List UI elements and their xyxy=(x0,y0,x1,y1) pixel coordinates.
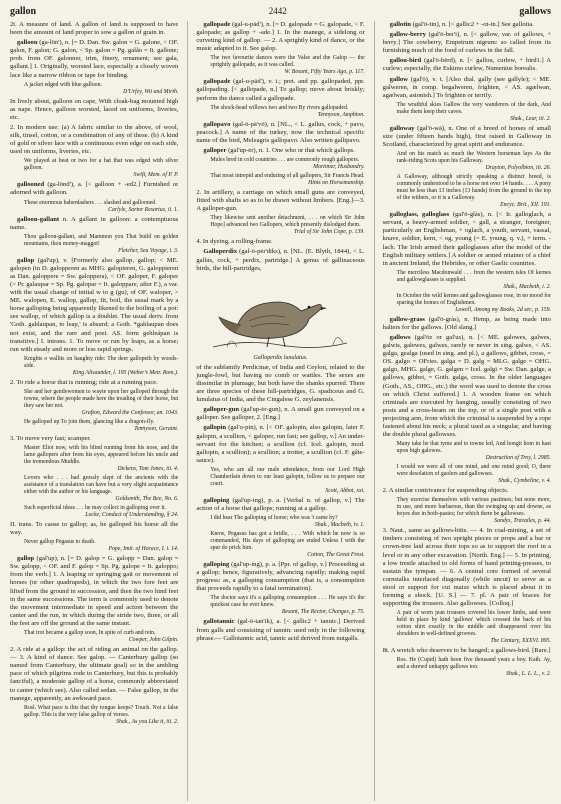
citation-quote xyxy=(24,200,178,214)
quote-source: Besant, The Rector, Changes, p. 75. xyxy=(281,609,365,616)
dictionary-entry xyxy=(10,257,178,354)
column-1 xyxy=(10,21,178,801)
quote-text: Master Eliot now, with his blind running from his nose, and the lame gallopers after from his eyes, appeared before his uncle and the tremendous Muddle. xyxy=(24,445,179,465)
dictionary-entry xyxy=(196,121,364,145)
entry-continuation xyxy=(10,379,178,387)
dictionary-entry xyxy=(10,555,178,628)
quote-source: Encyc. Brit., XII. 191. xyxy=(500,202,551,209)
dictionary-entry xyxy=(196,424,364,464)
quote-text: I would we were all of one mind, and one mind good; O, there were desolation of gaolers and gallowses. xyxy=(396,464,551,478)
quote-source: Grafton, Edward the Confessor, an. 1043. xyxy=(81,409,179,416)
quote-text: They exercise themselves with various pastimes; but none more, in use, and more barbarous, than the swinging up and downe, as boyes doe in both-pastes; for which there be gallowses. xyxy=(396,497,551,518)
dictionary-entry xyxy=(196,618,364,642)
entry-headword: galloglass, galloglass xyxy=(389,211,450,219)
entry-definition: 3. To move very fast; scamper. xyxy=(10,434,91,442)
dictionary-entry xyxy=(383,57,551,73)
entry-continuation xyxy=(10,646,178,703)
ground-line xyxy=(213,342,347,347)
quote-text: Knights o wallits on haughty ride: The deer gallopeth by woods-side. xyxy=(24,355,179,369)
quote-source: D'Urfey, Wit and Mirth. xyxy=(123,88,179,95)
entry-headword: gallow-berry xyxy=(389,31,426,39)
citation-quote xyxy=(397,610,551,645)
quote-text: The wrathful skies Gallow the very wanderers of the dark, And make them keep their caves. xyxy=(396,101,551,115)
citation-quote xyxy=(397,657,551,678)
entry-headword: gallopade xyxy=(203,78,231,86)
entry-headword: gallop xyxy=(17,555,35,563)
entry-headword: gallow-grass xyxy=(389,315,425,323)
quote-source: W. Besant, Fifty Years Ago, p. 117. xyxy=(284,69,365,76)
quote-source: Cowper, John Gilpin. xyxy=(128,637,179,644)
quote-source: Tennyson, Geraint. xyxy=(134,425,179,432)
entry-definition: (gal'up-ėr), n. 1. One who or that which gallops. xyxy=(228,146,355,154)
entry-headword: gallotannic xyxy=(203,618,235,626)
citation-quote xyxy=(397,464,551,485)
quote-text: Many take he that tyme and to towne led, And hongit hom in hast upon high galowes. xyxy=(396,441,551,455)
quote-source: Shak., Macbeth, i. 2. xyxy=(503,283,551,290)
entry-definition: 2. A similar contrivance for suspending objects. xyxy=(382,487,509,495)
figure-caption: Galloperdix lunulatus. xyxy=(253,354,308,361)
quote-text: Ros. He (Cupid) hath been five thousand years a boy. Kath. Ay, and a shrewd unhappy gallows too. xyxy=(396,657,551,671)
entry-definition: 4. In dyeing, a rolling-frame. xyxy=(196,238,273,246)
bird-eye xyxy=(308,305,311,308)
hill-partridge-illustration xyxy=(205,277,355,353)
entry-definition: 2. In modern use: (a) A fabric similar to the above, of wool, silk, tinsel, cotton, or a combination of any of these. (b) A kind of gold or silver lace with a continuous even edge on each side, used on uniforms, liveries, etc. xyxy=(10,123,179,156)
entry-definition: (gal'up-ing), p. a. [Verbal n. of gallop, v.] The action of a horse that gallops; running at a gallop. xyxy=(196,496,365,512)
quote-source: Fletcher, Sea Voyage, i. 3. xyxy=(118,247,179,254)
dictionary-entry xyxy=(10,216,178,232)
entry-definition: 2. A ride at a gallop: the act of riding an animal on the gallop. — 3. A kind of dance. See galop. — Canterbury gallop (so named from Canterbury, the ultimate goal) so in the ambling pace of which pilgrims rode to Canterbury, but this is probably fanciful), a moderate gallop of a horse, commonly abbreviated to canter (which see). Also called sedan. — False gallop, in the manege, apparently, an awkward pace. xyxy=(10,646,179,702)
citation-quote xyxy=(24,234,178,255)
quote-source: Dickens, Tom Jones, iii. 4. xyxy=(117,466,179,472)
entry-headword: galloway xyxy=(389,124,415,132)
quote-text: The shock-head willows two and two By rivers gallopaded. xyxy=(210,104,349,111)
entry-continuation xyxy=(383,487,551,495)
quote-text: Mules bred in cold countries . . . are commonly rough gallopers. xyxy=(210,157,360,164)
citation-quote xyxy=(24,630,178,644)
citation-quote xyxy=(210,157,364,171)
citation-quote xyxy=(24,445,178,473)
citation-quote xyxy=(397,293,551,314)
citation-quote xyxy=(210,595,364,616)
quote-text: That trot became a gallop soon, In spite of curb and rein. xyxy=(24,630,156,637)
dictionary-entry xyxy=(10,181,178,197)
dictionary-entry xyxy=(196,78,364,102)
quote-source: Sandys, Travailes, p. 44. xyxy=(494,518,551,525)
entry-continuation xyxy=(196,238,364,246)
dictionary-entry xyxy=(196,147,364,155)
quote-source: Tennyson, Amphion. xyxy=(317,111,365,118)
quote-source: Goldsmith, The Bee, No. 6. xyxy=(115,496,179,502)
entry-continuation xyxy=(10,521,178,537)
dictionary-entry xyxy=(383,21,551,29)
quote-source: Shak., As you Like it, iii. 2. xyxy=(116,718,179,725)
citation-quote xyxy=(24,475,178,503)
citation-quote xyxy=(397,174,551,209)
citation-quote xyxy=(24,389,178,417)
entry-headword: galloon-gallant xyxy=(17,215,60,223)
dictionary-entry xyxy=(10,39,178,79)
citation-quote xyxy=(210,467,364,495)
entry-definition: II. trans. To cause to gallop; as, he galloped his horse all the way. xyxy=(10,521,179,537)
entry-headword: galloper-gun xyxy=(203,406,239,414)
entry-headword: galloping xyxy=(203,561,230,569)
quote-source: Trial of Sir John Cope, p. 139. xyxy=(293,229,365,236)
quote-text: A pair of worn jean trousers covered his lower limbs, and were held in place by kind 'gallows' which crossed the back of his cotton shirt exactly in the middle and disappeared over his shoulders in well-defined grooves. xyxy=(396,610,551,638)
citation-quote xyxy=(210,215,364,236)
citation-quote xyxy=(397,497,551,525)
quote-source: Cotton, The Great Frost. xyxy=(307,552,365,559)
citation-quote xyxy=(24,82,178,96)
quote-source: King Alisaunder, l. 195 (Weber's Metr. Rom.). xyxy=(72,369,179,376)
column-3 xyxy=(374,21,551,801)
entry-headword: galloping xyxy=(203,496,230,504)
citation-quote xyxy=(397,102,551,123)
quote-source: Hints on Horsemanship. xyxy=(308,180,365,187)
quote-text: That most intrepid and enduring of all gallopers, Sir Francis Head. xyxy=(210,173,365,180)
quote-text: The doctor says it's a galloping consumption . . . He says it's the quickest case he ever knew. xyxy=(210,595,365,609)
quote-text: Know, Pegasus has got a bridle, . . . With which he now is so commanded, His days of galloping are ended Unless I with the spur do prick him. xyxy=(210,531,365,552)
citation-quote xyxy=(24,158,178,179)
citation-quote xyxy=(397,151,551,172)
citation-quote xyxy=(397,270,551,291)
dictionary-entry xyxy=(383,334,551,439)
citation-quote xyxy=(24,419,178,433)
quote-source: Carlyle, Sartor Resartus, ii. 1. xyxy=(108,206,179,213)
quote-text: Such superficial ideas . . . he may collect in galloping over it. xyxy=(24,505,166,511)
quote-source: Destruction of Troy, l. 2985. xyxy=(485,455,551,462)
entry-definition: 8t. A wretch who deserves to be hanged; a gallows-bird. [Rare.] xyxy=(382,647,551,655)
entry-continuation xyxy=(10,21,178,37)
citation-quote xyxy=(210,515,364,529)
entry-definition: In lively about, galloon on cape, With cloak-bag mounted high as nape. Hence, galloon worsted, laced on uniforms, liveries, etc. xyxy=(10,97,179,121)
dictionary-entry xyxy=(196,406,364,422)
dictionary-entry xyxy=(196,497,364,513)
entry-headword: gallows xyxy=(389,333,411,341)
entry-definition: (gal'up-ing), p. a. [Ppr. of gallop, v.] Proceeding at a gallop; hence, figuratively, advancing rapidly; making rapid progress: as, a galloping consumption (that is, a consumption that proceeds rapidly to a fatal termination). xyxy=(196,561,365,593)
quote-text: Lovers who . . . had grossly slept of the ancients with the assistance of a translation can have but a very slight acquaintance either with the author or his language. xyxy=(24,475,179,495)
entry-definition: 2t. A measure of land. A gallon of land is supposed to have been the amount of land proper to sow a gallon of grain in. xyxy=(10,21,179,37)
quote-text: Yes, who are all our male attendance, from our Lord High Chamberlain down to our least galopin, follow us to prepare our court. xyxy=(210,466,365,487)
entry-definition: (gal'up), n. [= D. galop = G. galopp = Dan. galop = Sw. galopp, < OF. and F. galop = Sp. Pg. galope = It. galoppo; from the verb.] 1. A leaping or springing gait or movement of horses (or other quadrupeds), in which the two fore feet are lifted from the ground in succession, and then the two hind feet in the same successions. The term is commonly used to denote the movement intermediate in speed and action between the canter and the run, in which during the stride two, three, or all the feet are off the ground at the same instant. xyxy=(10,555,179,627)
header-right-guideword: gallows xyxy=(519,6,551,17)
entry-definition: n. A gallant in galloon: a contemptuous name. xyxy=(10,215,179,231)
entry-definition: of the subfamily Perdicinæ, of India and Ceylon, related to the jungle-fowl, but having no comb or wattles. The sexes are dissimilar in plumage, but both have the shanks spurred. There are three species of these hill-partridges, G. spadiceus and G. lunulatus of India, and the Cingalese G. zeylanensis. xyxy=(196,363,365,404)
quote-source: Shak., Lear, iii. 2. xyxy=(510,115,551,122)
entry-continuation xyxy=(196,189,364,213)
citation-quote xyxy=(24,539,178,553)
header-left-guideword: gallon xyxy=(10,6,37,17)
entry-continuation xyxy=(196,364,364,404)
entry-definition: (gal'ō-glàs), n. [< Ir. galloglach, a servant, a heavy-armed soldier, < gall, a stranger, foreigner, particularly an Englishman, + oglach, a youth, servant, vassal, knave, soldier, kern, < og, young (= E. young, q. v.), + term. -lach. The Irish armed their galloglasses after the model of the English military settlers.] A soldier or armed retainer of a chief in ancient Ireland, the Hebrides, or other Gaelic countries. xyxy=(382,211,551,267)
entry-definition: (gal-u-pād'), n. [= D. galopade = G. galopade, < F. galopade; as gallop + -ade.] 1. In the manege, a sidelong or curveting kind of gallop. — 2. A sprightly kind of dance, or the music adapted to it. See galop. xyxy=(196,21,365,53)
entry-definition: (gal'ọ-pin), n. [< OF. galopin, also galopin, later F. galopin, a scullion, < galoper, run fast; see gallop, v.] An under-servant for the kitchen; a scullion (cf. Icel. galopin, mod. gallopin, a scullion); a scullion; a trotter, a scullion (cf. F. gâte-sauce). xyxy=(196,424,365,464)
quote-text: I did hear The galloping of horse; who was 't came by? xyxy=(210,515,338,522)
quote-text: A jacket edged with blue galloon. xyxy=(24,81,102,88)
entry-definition: 2. To ride a horse that is running; ride at a running pace. xyxy=(10,378,158,386)
quote-source: Swift, Mem. of P. P. xyxy=(133,172,179,179)
dictionary-entry xyxy=(196,248,364,272)
entry-definition: (gal'ō), v. t. [Also dial. gally (see gallyle); < ME. galweren, in comp. begalweren, frighten, < AS. agælwan, agælwan, astonish.] To frighten or terrify. xyxy=(382,75,551,99)
entry-definition: (gal'up-ėr-gun), n. A small gun conveyed on a galloper. See galloper, 2. [Eng.] xyxy=(196,406,365,422)
entry-definition: 2. In artillery, a carriage on which small guns are conveyed, fitted with shafts so as to be drawn without limbers. [Eng.]—3. A galloper-gun. xyxy=(196,189,365,213)
entry-definition: (gal'ō-gràs), n. Hemp, as being made into halters for the gallows. [Old slang.] xyxy=(382,315,551,331)
entry-definition: (ga-lön'), n. [= D. Dan. Sw. galon = G. galone, < OF. galon, F. galon; G. galon, < Sp. galon = Pg. galão = It. gallone; prob. from OF. galonner, trim, finery, ornament; see gala, gallant.] 1. Originally, worsted lace, especially a closely woven lace like a narrow ribbon or tape for binding. xyxy=(10,39,179,79)
dictionary-entry xyxy=(383,211,551,268)
bird-beak xyxy=(321,307,327,310)
entry-definition: (gal-ō-tan'ik), a. [< gallic2 + tannic.] Derived from galls and consisting of tannin: used only in the following phrase.— Gallotannic acid, tannic acid derived from nutgalls. xyxy=(196,618,365,642)
citation-quote xyxy=(210,105,364,119)
citation-quote xyxy=(24,705,178,726)
entry-continuation xyxy=(383,527,551,608)
quote-text: Rosl. What pace is this that thy tongue keeps? Touch. Not a false gallop. This is the very false gallop of verses. xyxy=(24,704,179,718)
quote-text: In October the wild kernes and gallowglasses rose, in no mood for sparing the homes of Englishmen. xyxy=(396,292,551,306)
page-number: 2442 xyxy=(268,6,287,16)
entry-definition: (gal'ō-tin), n. [< gallic2 + -ot-in.] See gallotia. xyxy=(412,21,534,28)
entry-definition: (gal-ō-pėr'diks), n. [NL. (E. Blyth, 1844), < L. gallus, cock, + perdix, partridge.] A genus of gallinaceous birds, the hill-partridges, xyxy=(196,248,365,272)
quote-text: Thou galloon-gallant, and Mammon you That build on golden mountains, thou money-maggot! xyxy=(24,233,179,247)
quote-text: The two favourite dances were the Valse and the Galop — the sprightly gallopade, as it was called. xyxy=(210,55,365,69)
entry-definition: (gal-u-pād'), v. i.; pret. and pp. gallopaded, ppr. gallopading. [< gallopade, n.] To gallop; move about briskly; perform the dance called a gallopade. xyxy=(196,78,365,102)
dictionary-entry xyxy=(383,125,551,149)
quote-source: Scott, Abbot, xxi. xyxy=(325,487,365,494)
citation-quote xyxy=(210,55,364,76)
entry-headword: gallotin xyxy=(389,21,411,28)
dictionary-entry xyxy=(383,76,551,100)
quote-source: Pope, Imit. of Horace, I. i. 14. xyxy=(108,546,179,553)
quote-source: Mortimer, Husbandry. xyxy=(313,164,365,171)
citation-quote xyxy=(24,356,178,377)
entry-definition: (ga-lönd'), a. [< galloon + -ed2.] Furnished or adorned with galloon. xyxy=(10,181,179,197)
quote-text: The merciless Macdonwald . . . from the western isles Of kernes and gallowglasses is supplied. xyxy=(396,269,551,283)
quote-text: And on his match as much the Western horseman lays As the rank-riding Scots upon his Galloway. xyxy=(396,151,551,165)
quote-source: Shak., L. L. L., v. 2. xyxy=(506,671,551,678)
entry-definition: (gal'ō-wā), n. One of a breed of horses of small size (under fifteen hands high), first raised in Galloway in Scotland, characterized by great spirit and endurance. xyxy=(382,124,551,149)
quote-text: He galloped up To join them, glancing like a dragon-fly. xyxy=(24,418,155,425)
quote-source: Shak., Cymbeline, v. 4. xyxy=(498,478,551,485)
citation-quote xyxy=(210,173,364,187)
entry-headword: Galloperdix xyxy=(203,248,238,256)
quote-source: Lowell, Among my Books, 2d ser., p. 159. xyxy=(455,306,551,313)
dictionary-entry xyxy=(196,21,364,53)
quote-source: The Century, XXXVI. 895. xyxy=(490,638,551,645)
entry-definition: 3. Naut., same as gallows-bitts. — 4. In coal-mining, a set of timbers consisting of two upright pieces or props and a bar or crown-tree laid across their tops so as to support the roof in a level or in any other excavation. [North. Eng.] — 5. In printing, a low trestle attached to old forms of hand printing-presses, to sustain the tympan. — 6. A central core formed of several cornstalks interlaced diagonally (while uncut) to serve as a stool or support for cut maize which is placed about it in forming a shock. [U. S.] — 7. pl. A pair of braces for supporting the trousers. Also gallowses. [Colloq.] xyxy=(382,527,551,608)
entry-headword: galloon xyxy=(17,39,38,47)
quote-source: Shak., Macbeth, iv. 1. xyxy=(314,522,365,529)
entry-continuation xyxy=(383,647,551,655)
quote-source: Drayton, Polyolbion, iii. 26. xyxy=(485,165,551,172)
dictionary-entry xyxy=(383,31,551,55)
entry-continuation xyxy=(10,98,178,122)
entry-headword: gallou-bird xyxy=(389,57,422,65)
entry-headword: gallow xyxy=(389,75,408,83)
citation-quote xyxy=(397,441,551,462)
citation-quote xyxy=(24,505,178,519)
citation-quote xyxy=(210,531,364,559)
entry-headword: gallooned xyxy=(17,181,45,189)
entry-definition: (gal-ō-pā'vō), n. [NL., < L. gallus, cock, + pavo, peacock.] A name of the turkey, now the technical specific name of the bird, Meleagris gallopavo. Also written gallipavo. xyxy=(196,120,365,144)
quote-text: We played at beat or two for a hat that was edged with silver galloon. xyxy=(24,158,179,172)
quote-text: A Galloway, although strictly speaking a distinct breed, is commonly understood to be a horse not over 14 hands. . . . A pony must be less than 13 inches (13 hands) from the ground to the top of the withers, or it is a Galloway. xyxy=(396,174,551,202)
quote-text: Never gallop Pegasus to death. xyxy=(24,539,96,546)
dictionary-entry xyxy=(383,316,551,332)
quote-source: Locke, Conduct of Understanding, § 24. xyxy=(85,512,179,518)
column-2 xyxy=(187,21,364,801)
entry-definition: (gal'up), v. [Formerly also gallop, gallop; < ME. galopen (in D. galopperen as MHG. galopieren, G. galoppieren as Dan. galoppere = Sw. galoppera), < OF. galoper, F. galoper (> Pr. galaupar = Sp. Pg. galopar = It. galoppare, after F.), a var. with the usual change of initial w to g (gu), of OF. waloper, > ME. walopen, E. wallop, gallop, fit, boil, the usual mark by a horse galloping being apparently likened to the boiling of a pot: see wallop, of which gallop is a doublet. The usual deriv. from 'Goth. gahlaupan, to leap,' is absurd; a Goth. *gahlaupan does not exist, and the rare and poet. AS. form gehleápan is transitive.] I. intrans. 1. To move or run by leaps, as a horse; run with steady and more or less rapid springs. xyxy=(10,256,179,353)
text-columns xyxy=(10,21,551,801)
entry-continuation xyxy=(10,435,178,443)
running-header xyxy=(10,6,551,18)
entry-definition: (gal'ō-bėrd), n. [< gallou, curlew, + bird1.] A curlew; especially, the Eskimo curlew, Numenius borealis. xyxy=(382,57,551,73)
entry-headword: galloper xyxy=(203,146,227,154)
entry-headword: gallop xyxy=(17,256,35,264)
entry-headword: gallopin xyxy=(203,424,227,432)
quote-text: They likewise sent another detachment, . . . on which Sir John Hope] advanced two Gallopers, which presently dislodged them. xyxy=(210,215,365,229)
dictionary-entry xyxy=(196,561,364,593)
illustration-figure xyxy=(196,277,364,362)
entry-headword: gallopade xyxy=(203,21,231,28)
quote-text: She and her gentlewomen to wayte upon her galloped through the towne, where the people made here the treading of their horse, but they saw her not. xyxy=(24,388,179,409)
entry-definition: (gal'ō-ber'i), n. [< gallow, var. of gallows, + berry.] The cowberry, Empetrum nigrum: so called from its furnishing much of the food of curlews in the fall. xyxy=(382,31,551,55)
entry-continuation xyxy=(10,124,178,156)
entry-definition: (gal'ōz or gal'us), n. [< ME. galowes, galwes, galwis, galewes, galwes, rarely or never in sing. galwe, < AS. galga, gealga (used in sing. and pl.), a gallows, gibbet, cross, = OS. galgo = OFries. galga = D. galg = MLG. galge = OHG. galgo, MHG. galge, G. galgen = Icel. galgi = Sw. Dan. galge, a gallows, gibbet, = Goth. galga, cross. In the older languages (Goth., AS., OHG., etc.) the word was used to denote the cross on which Christ suffered.] 1. A wooden frame on which criminals are executed by hanging, usually consisting of two posts and a cross-beam on the top, or of a single post with a projecting arm, from which the criminal is suspended by a rope fastened about his neck; a plural used as a singular, and having the double plural gallowses. xyxy=(382,333,551,439)
entry-headword: gallopavo xyxy=(203,120,231,128)
quote-text: These enormous haberdashers . . . slashed and gallooned. xyxy=(24,199,157,206)
